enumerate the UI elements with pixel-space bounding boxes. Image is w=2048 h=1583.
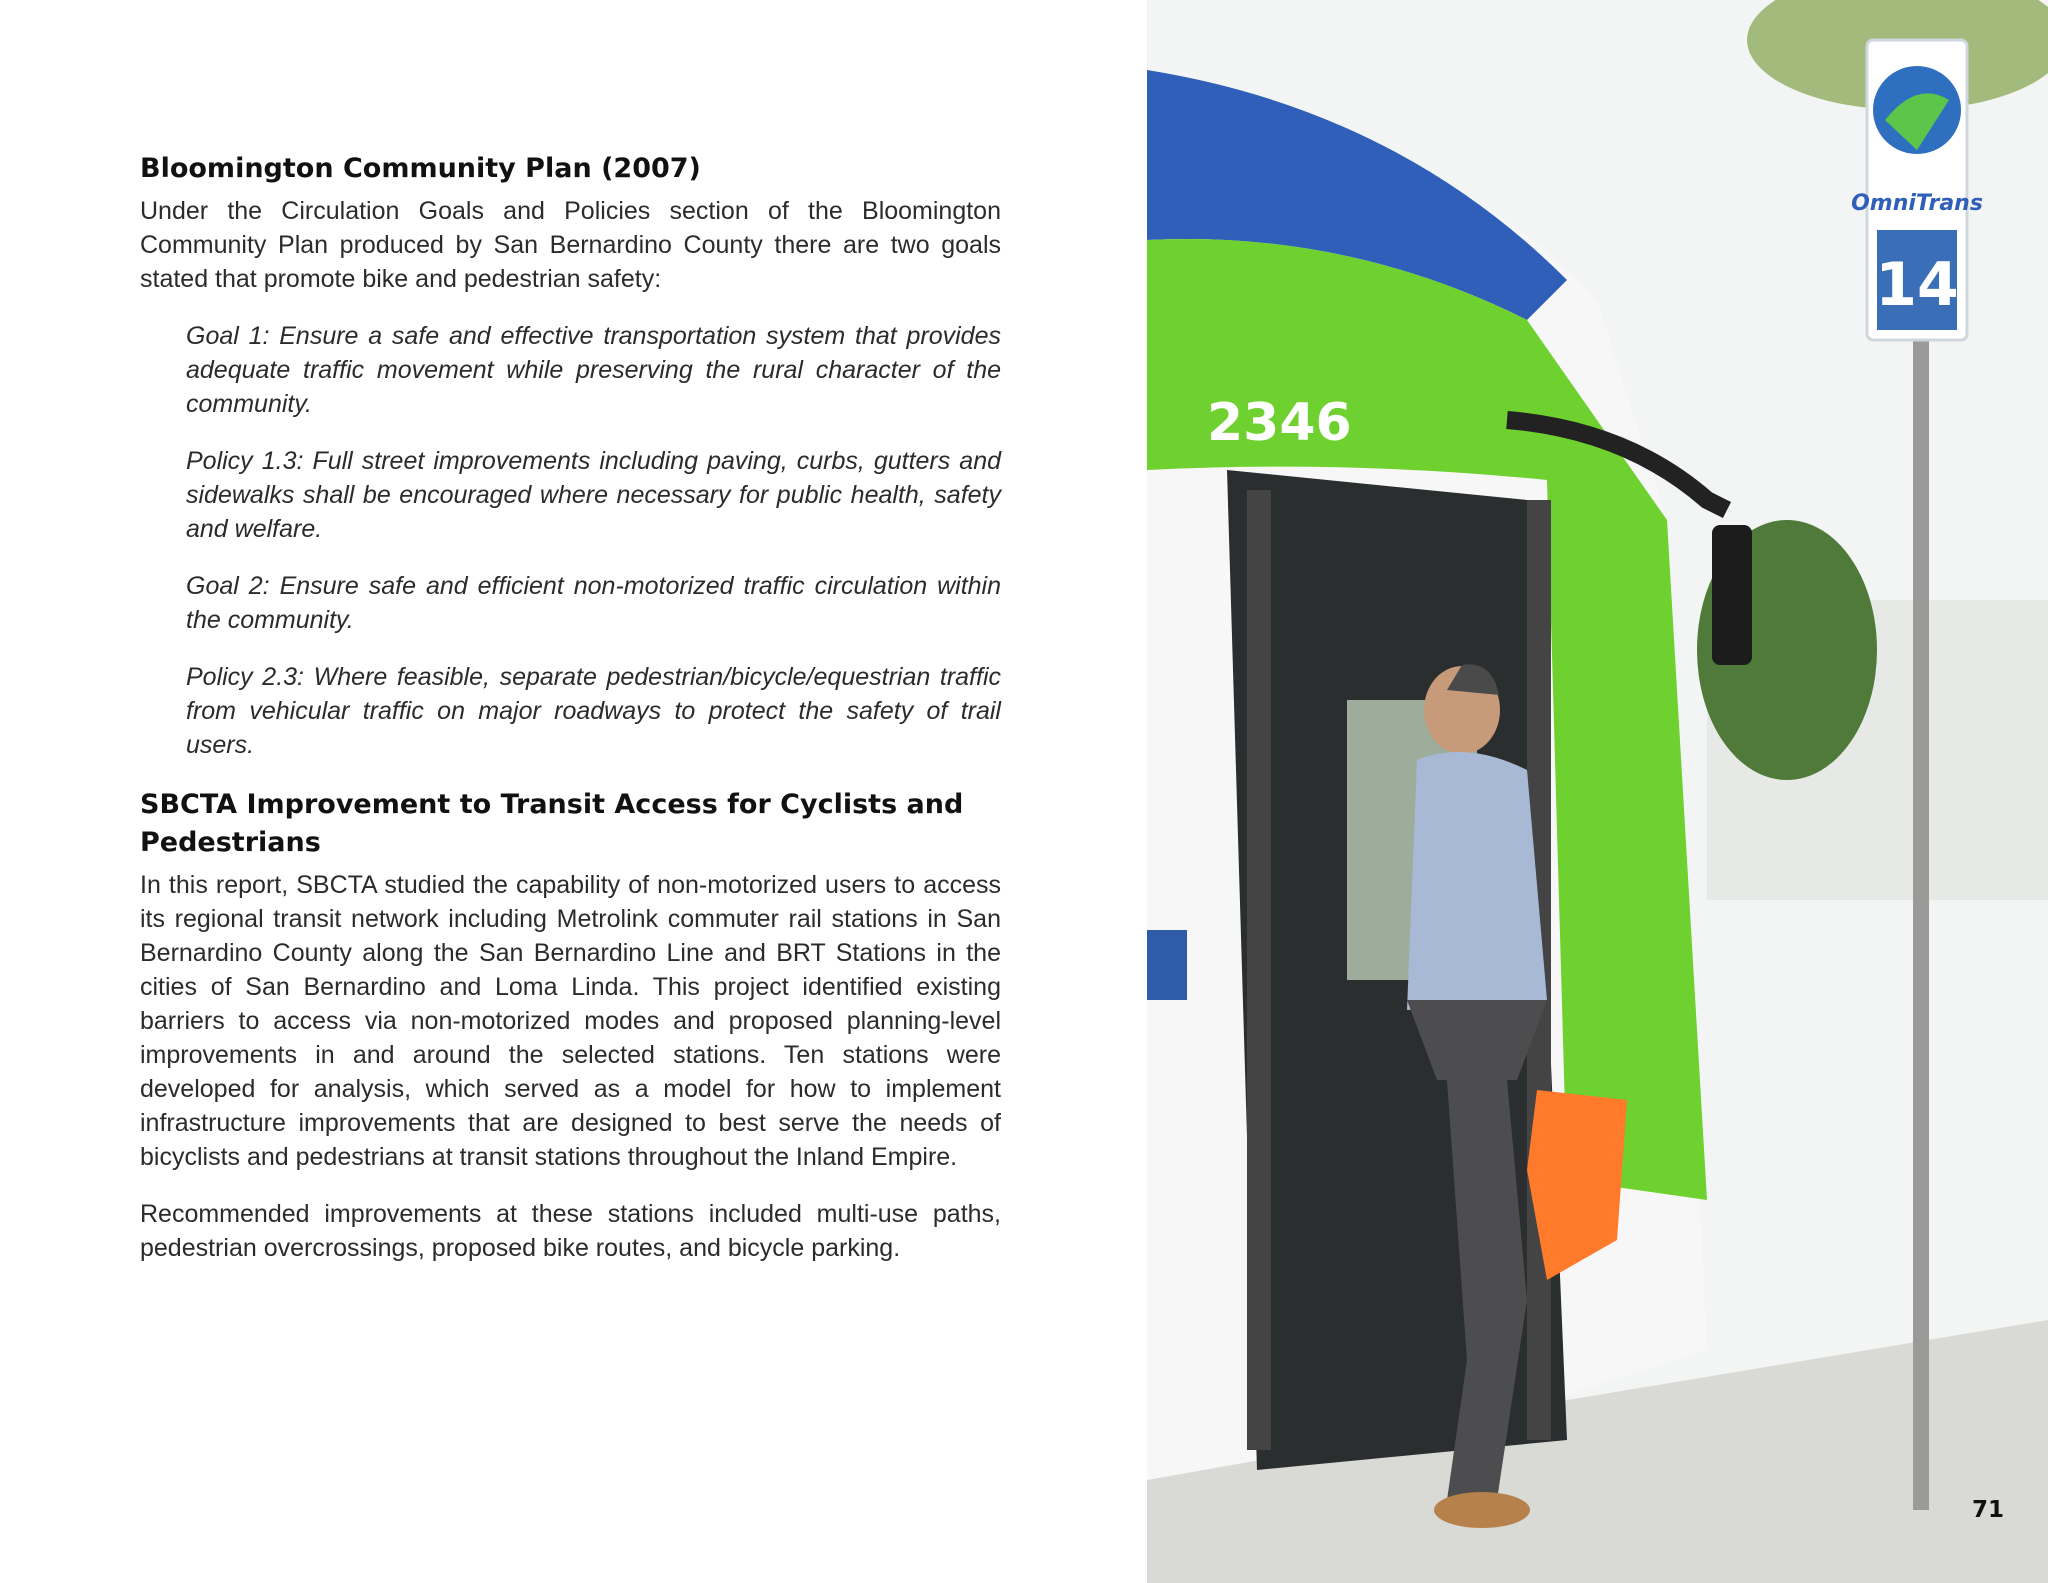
person-shoe bbox=[1434, 1492, 1530, 1528]
section-heading-bloomington: Bloomington Community Plan (2007) bbox=[140, 153, 701, 184]
goal-1-quote: Goal 1: Ensure a safe and effective transportation system that provides adequate traffic movement while preserving the rural character of the community. bbox=[186, 322, 1001, 418]
sbcta-paragraph-1: In this report, SBCTA studied the capability of non-motorized users to access its regional transit network including Metrolink commuter rail stations in San Bernardino County along the San Bernardino Line and BRT Stations in the cities of San Bernardino and Loma Linda. This project identified existing barriers to access via non-motorized modes and proposed planning-level improvements in and around the selected stations. Ten stations were developed for analysis, which served as a model for how to implement infrastructure improvements that are designed to best serve the needs of bicyclists and pedestrians at transit stations throughout the Inland Empire. bbox=[140, 871, 1001, 1171]
policy-2-3-quote: Policy 2.3: Where feasible, separate pedestrian/bicycle/equestrian traffic from vehicular traffic on major roadways to protect the safety of trail users. bbox=[186, 663, 1001, 759]
sign-pole bbox=[1913, 300, 1929, 1510]
policy-1-3-quote: Policy 1.3: Full street improvements including paving, curbs, gutters and sidewalks shall be encouraged where necessary for public health, safety and welfare. bbox=[186, 447, 1001, 543]
sign-brand-label: OmniTrans bbox=[1851, 191, 1983, 216]
page-number: 71 bbox=[1971, 1497, 2004, 1523]
intro-paragraph: Under the Circulation Goals and Policies section of the Bloomington Community Plan produced by San Bernardino County there are two goals stated that promote bike and pedestrian safety: bbox=[140, 197, 1001, 293]
section-heading-sbcta: SBCTA Improvement to Transit Access for Cyclists and Pedestrians bbox=[140, 789, 964, 858]
wheelchair-icon bbox=[1147, 930, 1187, 1000]
person-shirt bbox=[1407, 752, 1547, 1010]
sign-route-label: 14 bbox=[1875, 250, 1959, 320]
side-mirror bbox=[1712, 525, 1752, 665]
text-column bbox=[140, 150, 1001, 1265]
bus-number-label: 2346 bbox=[1207, 393, 1352, 453]
bus-boarding-photo bbox=[1147, 0, 2048, 1583]
goal-2-quote: Goal 2: Ensure safe and efficient non-motorized traffic circulation within the community. bbox=[186, 572, 1001, 634]
sbcta-paragraph-2: Recommended improvements at these stations included multi-use paths, pedestrian overcrossings, proposed bike routes, and bicycle parking. bbox=[140, 1200, 1001, 1262]
